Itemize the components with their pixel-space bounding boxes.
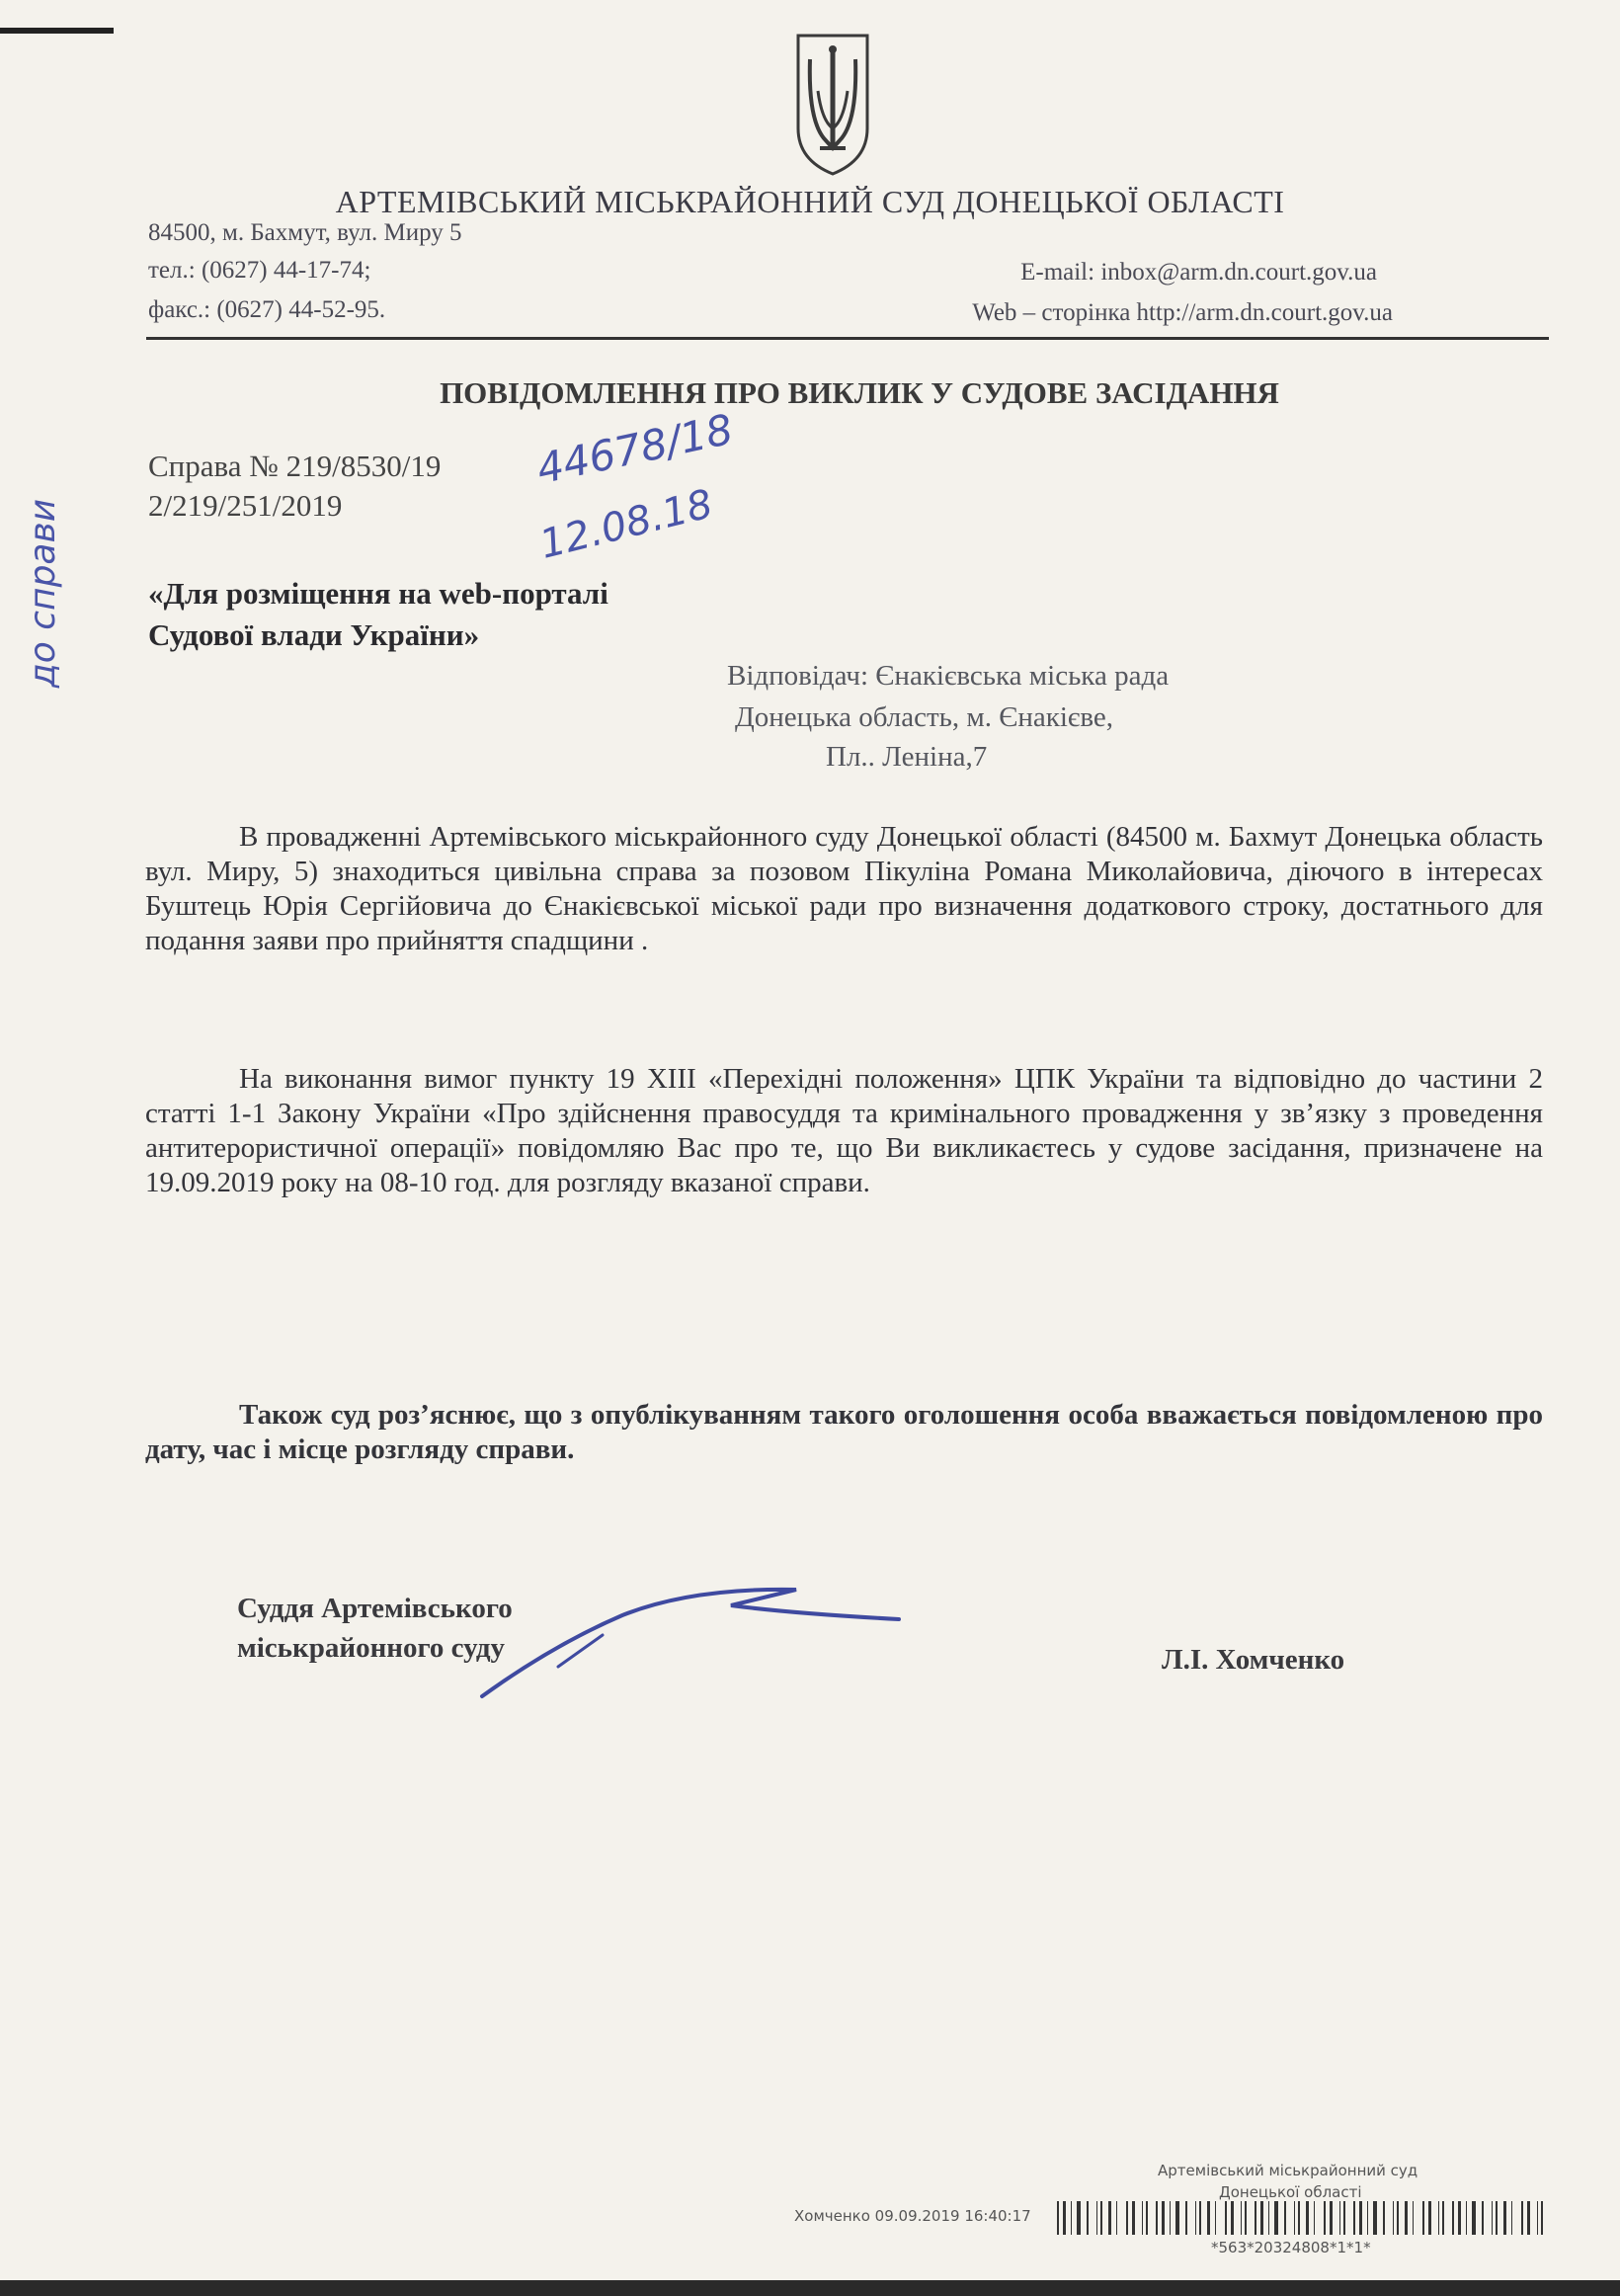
case-number: Справа № 219/8530/19 bbox=[148, 449, 442, 483]
header-divider bbox=[146, 337, 1549, 340]
court-fax: факс.: (0627) 44-52-95. bbox=[148, 296, 386, 323]
handwritten-incoming-number: 44678/18 bbox=[532, 404, 738, 494]
barcode-text: *563*20324808*1*1* bbox=[1211, 2239, 1371, 2256]
handwritten-margin-note: до справи bbox=[23, 498, 64, 689]
court-email: E-mail: inbox@arm.dn.court.gov.ua bbox=[1020, 259, 1377, 286]
respondent-name: Відповідач: Єнакієвська міська рада bbox=[727, 660, 1170, 692]
body-paragraph-explanation: Також суд роз’яснює, що з опублікуванням такого оголошення особа вважається повідомленою про дату, час і місце розгляду справи. bbox=[145, 1399, 1543, 1465]
judge-signature-icon bbox=[464, 1576, 919, 1704]
barcode-icon bbox=[1057, 2201, 1551, 2235]
court-phone: тел.: (0627) 44-17-74; bbox=[148, 257, 371, 284]
court-address: 84500, м. Бахмут, вул. Миру 5 bbox=[148, 219, 462, 246]
body-paragraph-summons: На виконання вимог пункту 19 ХІІІ «Перехідні положення» ЦПК України та відповідно до частини 2 статті 1-1 Закону України «Про здійснення правосуддя та кримінального провадження у зв’язку з проведення антитерористичної операції» повідомляю Вас про те, що Ви викликаєтесь у судове засідання, призначене на 19.09.2019 року на 08-10 год. для розгляду вказаної справи. bbox=[145, 1063, 1543, 1198]
court-website: Web – сторінка http://arm.dn.court.gov.ua bbox=[972, 299, 1393, 326]
portal-note-line: Судової влади України» bbox=[148, 617, 480, 652]
stamp-court-name: Артемівський міськрайонний суд bbox=[1158, 2162, 1418, 2179]
portal-publication-note bbox=[148, 573, 608, 656]
body-paragraph-case: В провадженні Артемівського міськрайонного суду Донецької області (84500 м. Бахмут Донецька область вул. Миру, 5) знаходиться цивільна справа за позовом Пікуліна Романа Миколайовича, діючого в інтересах Буштець Юрія Сергійовича до Єнакієвської міської ради про визначення додаткового строку, достатнього для подання заяви про прийняття спадщини . bbox=[145, 821, 1543, 956]
scan-bottom-edge bbox=[0, 2280, 1620, 2296]
notice-title: ПОВІДОМЛЕННЯ ПРО ВИКЛИК У СУДОВЕ ЗАСІДАННЯ bbox=[440, 375, 1279, 410]
portal-note-line: «Для розміщення на web-порталі bbox=[148, 576, 608, 611]
respondent-street: Пл.. Леніна,7 bbox=[826, 741, 988, 773]
scan-corner-mark bbox=[0, 28, 114, 34]
handwritten-incoming-date: 12.08.18 bbox=[535, 481, 718, 568]
respondent-region: Донецька область, м. Єнакієве, bbox=[735, 701, 1113, 733]
stamp-court-region: Донецької області bbox=[1219, 2183, 1362, 2201]
stamp-generated-info: Хомченко 09.09.2019 16:40:17 bbox=[794, 2207, 1031, 2225]
trident-coat-of-arms-icon bbox=[794, 30, 871, 176]
judge-name: Л.І. Хомченко bbox=[1162, 1644, 1345, 1676]
judge-title-line: міськрайонного суду bbox=[237, 1632, 506, 1664]
court-name-heading: АРТЕМІВСЬКИЙ МІСЬКРАЙОННИЙ СУД ДОНЕЦЬКОЇ ОБЛАСТІ bbox=[335, 184, 1285, 219]
judge-title-line: Суддя Артемівського bbox=[237, 1593, 513, 1624]
proceeding-number: 2/219/251/2019 bbox=[148, 488, 343, 523]
